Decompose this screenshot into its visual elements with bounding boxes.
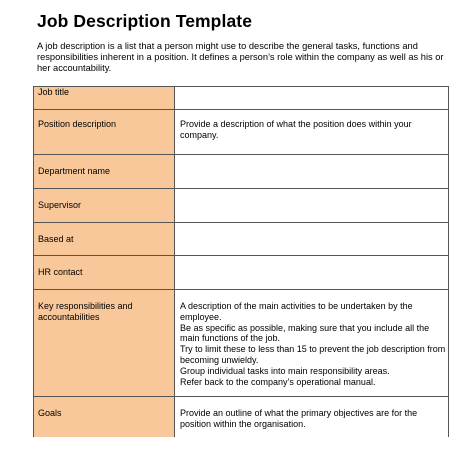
row-label-based-at: Based at [34, 223, 175, 256]
row-label-job-title: Job title [34, 87, 175, 110]
table-row [34, 155, 449, 189]
document-title: Job Description Template [37, 11, 253, 31]
row-label-department-name: Department name [34, 155, 175, 189]
row-value-goals[interactable]: Provide an outline of what the primary objectives are for the position within the organisation. [175, 397, 449, 437]
row-label-hr-contact: HR contact [34, 256, 175, 290]
row-label-position-description: Position description [34, 110, 175, 155]
row-label-key-responsibilities: Key responsibilities and accountabilities [34, 290, 175, 397]
row-label-supervisor: Supervisor [34, 189, 175, 223]
row-value-job-title[interactable] [175, 87, 449, 110]
row-value-based-at[interactable] [175, 223, 449, 256]
table-row [34, 397, 449, 437]
row-label-goals: Goals [34, 397, 175, 437]
table-row [34, 223, 449, 256]
row-value-key-responsibilities[interactable]: A description of the main activities to be undertaken by the employee. Be as specific as possible, making sure that you include all the main functions of the job. Try to limit these to less than 15 to prevent the job description from becoming unwieldy. Group individual tasks into main responsibility areas. Refer back to the company’s operational manual. [175, 290, 449, 397]
table-row [34, 290, 449, 397]
intro-paragraph: A job description is a list that a person might use to describe the general tasks, functions and responsibilities inherent in a position. It defines a person’s role within the company as well as his or her accountability. [37, 41, 444, 73]
row-value-hr-contact[interactable] [175, 256, 449, 290]
table-row [34, 189, 449, 223]
row-value-supervisor[interactable] [175, 189, 449, 223]
row-value-department-name[interactable] [175, 155, 449, 189]
table-row [34, 110, 449, 155]
row-value-position-description[interactable]: Provide a description of what the position does within your company. [175, 110, 449, 155]
job-description-table [33, 86, 449, 437]
document-page [37, 0, 449, 73]
table-row [34, 87, 449, 110]
table-row [34, 256, 449, 290]
